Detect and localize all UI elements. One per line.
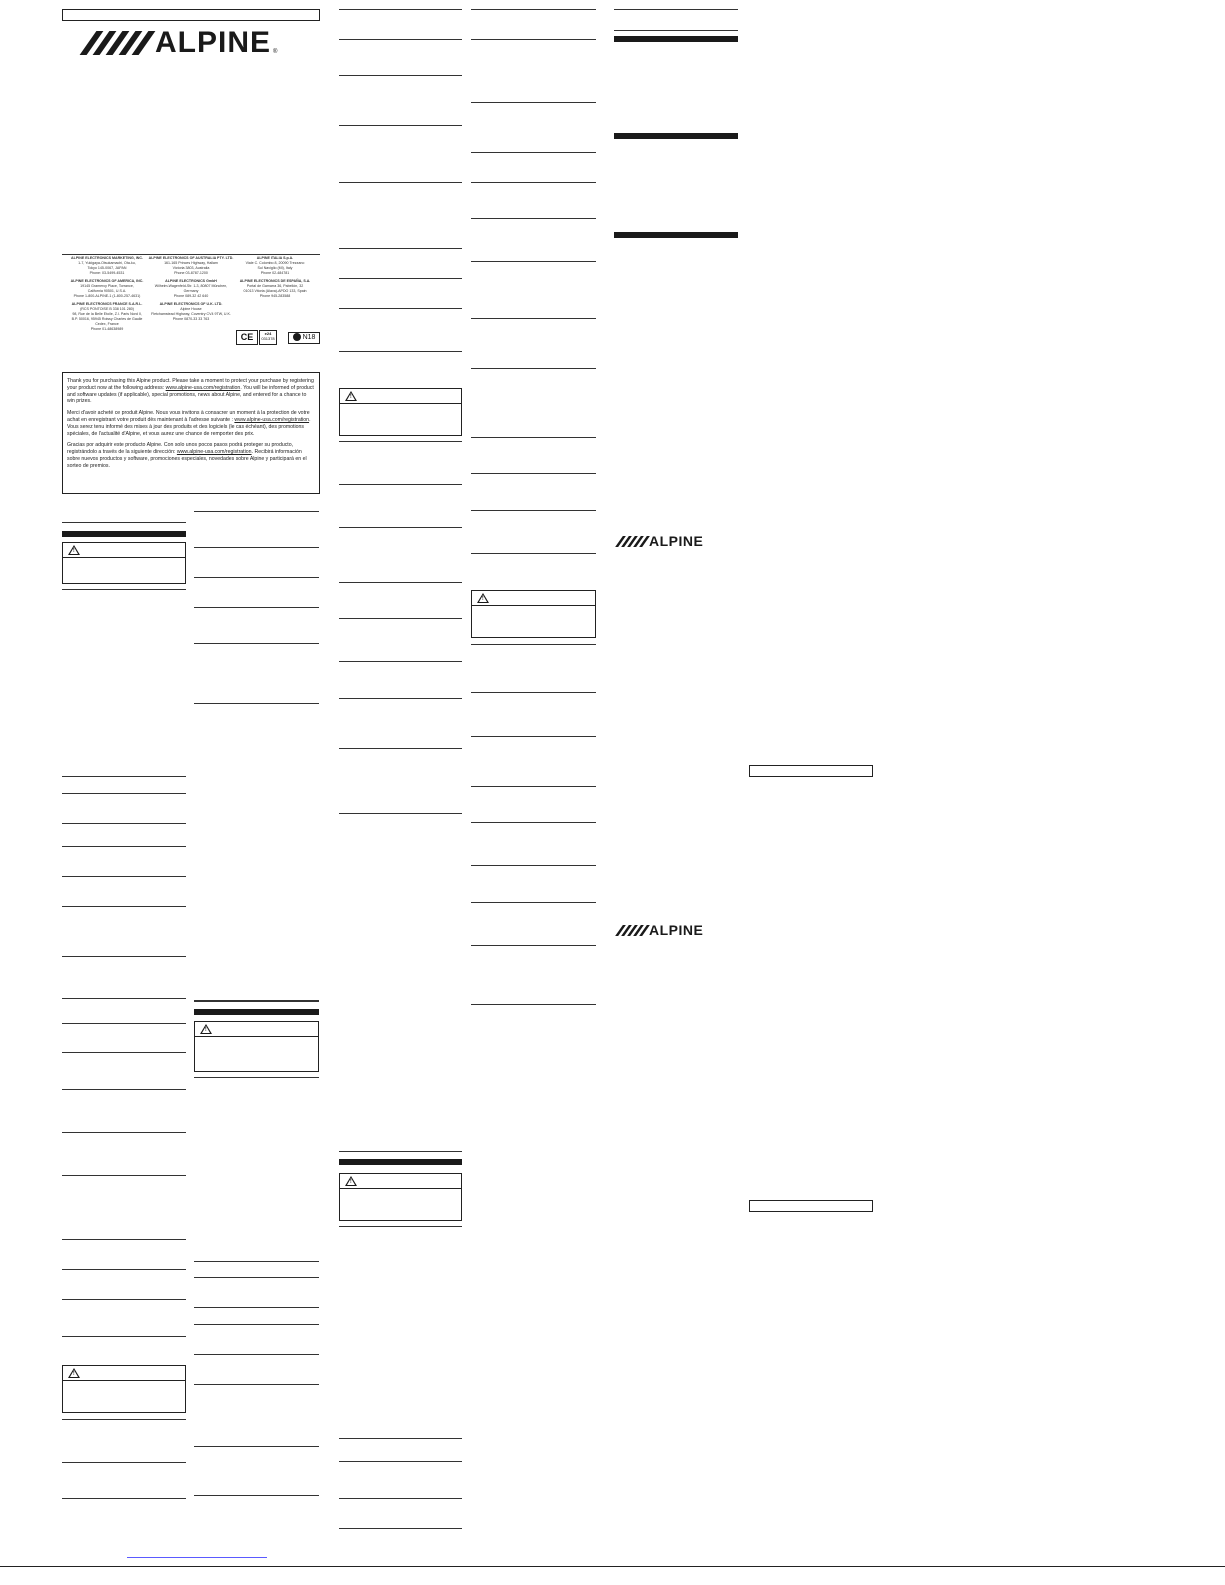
col2-rule — [194, 547, 319, 548]
col3-rule — [339, 308, 462, 309]
e-mark-code: e24 — [264, 331, 272, 336]
col1-rule — [62, 1269, 186, 1270]
col4-rule — [471, 553, 596, 554]
col4-rule — [471, 152, 596, 153]
col4-rule — [471, 945, 596, 946]
col1-rule — [62, 1498, 186, 1499]
logo-slashes — [619, 925, 649, 936]
col4-rule — [471, 218, 596, 219]
col2-rule — [194, 1384, 319, 1385]
col5-rule — [614, 9, 738, 10]
col2-rule — [194, 1307, 319, 1308]
col3-rule — [339, 441, 462, 442]
warning-icon: ! — [345, 1176, 357, 1186]
col2-rule — [194, 1277, 319, 1278]
registration-french: Merci d'avoir acheté ce produit Alpine. Nous vous invitons à consacrer un moment à la protection de votre achat en enregistrant votre produit dès maintenant à l'adresse suivante : www.alpine-usa.com/registration. Vous serez tenu informé des mises à jour des produits et des logiciels (le cas échéant), des promotions spéciales, de l'actualité d'Alpine, et vous aurez une chance de remporter des prix. — [67, 410, 311, 437]
col4-rule — [471, 736, 596, 737]
col3-rule — [339, 351, 462, 352]
col4-rule — [471, 902, 596, 903]
logo-slashes — [88, 31, 153, 55]
col3-rule — [339, 248, 462, 249]
col4-rule — [471, 318, 596, 319]
col3-rule — [339, 1226, 462, 1227]
alpine-logo-small — [619, 533, 704, 549]
warning-icon: ! — [345, 391, 357, 401]
col4-rule — [471, 473, 596, 474]
col3-section-bar — [339, 1159, 462, 1165]
col3-rule — [339, 1528, 462, 1529]
col3-rule — [339, 698, 462, 699]
col2-rule — [194, 511, 319, 512]
serial-number-box — [749, 1200, 873, 1212]
address-america: ALPINE ELECTRONICS OF AMERICA, INC. 19145 Gramercy Place, Torrance, California 90501, U.S.A. Phone 1-800-ALPINE-1 (1-800-257-4631) — [70, 279, 144, 298]
footer-link-underline[interactable] — [127, 1557, 267, 1558]
col4-rule — [471, 822, 596, 823]
col1-rule — [62, 1299, 186, 1300]
logo-slashes — [619, 536, 649, 547]
address-japan: ALPINE ELECTRONICS MARKETING, INC. 1-7, Yukigaya-Otsukamachi, Ota-ku, Tokyo 145-0067, JAPAN Phone: 03-5499-4531 — [71, 256, 143, 275]
alpine-logo — [88, 26, 278, 59]
registration-english: Thank you for purchasing this Alpine product. Please take a moment to protect your purchase by registering your product now at the following address: www.alpine-usa.com/registration. You will be informed of product and software updates (if applicable), special promotions, news about Alpine, and entered for a chance to win prizes. — [67, 378, 314, 405]
col3-rule — [339, 527, 462, 528]
col2-rule — [194, 1077, 319, 1078]
col1-rule — [62, 1052, 186, 1053]
col2-rule — [194, 607, 319, 608]
col1-warning-box-1 — [62, 542, 186, 584]
warning-icon: ! — [477, 593, 489, 603]
address-italy: ALPINE ITALIA S.p.A. Viale C. Colombo 8, 20090 Trezzano Sul Naviglio (MI), Italy Phone 02-484781 — [245, 256, 305, 275]
col1-rule — [62, 1462, 186, 1463]
logo-wordmark: ALPINE — [649, 922, 704, 938]
registration-notice — [62, 372, 320, 494]
col3-rule — [339, 813, 462, 814]
col2-rule — [194, 577, 319, 578]
col1-rule — [62, 1336, 186, 1337]
col2-rule — [194, 1446, 319, 1447]
col3-rule — [339, 39, 462, 40]
col2-rule — [194, 1000, 319, 1002]
col1-rule — [62, 776, 186, 777]
col5-section-bar — [614, 36, 738, 42]
address-uk: ALPINE ELECTRONICS OF U.K. LTD. Alpine House Fletchamstead Highway, Coventry CV4 9TW, U.K. Phone 0870-33 33 763 — [151, 302, 231, 321]
col2-section-bar — [194, 1009, 319, 1015]
col1-rule — [62, 876, 186, 877]
col1-rule — [62, 846, 186, 847]
warning-icon: ! — [200, 1024, 212, 1034]
col3-rule — [339, 9, 462, 10]
col2-rule — [194, 1495, 319, 1496]
col3-rule — [339, 75, 462, 76]
model-number-box — [62, 9, 320, 21]
col3-rule — [339, 1498, 462, 1499]
address-column-1 — [62, 256, 152, 335]
ce-mark: CE — [236, 330, 258, 345]
col3-rule — [339, 1438, 462, 1439]
address-spain: ALPINE ELECTRONICS DE ESPAÑA, S.A. Portal de Gamarra 36, Pabellón, 32 01013 Vitoria (Alava)-APDO 133, Spain Phone 945-283588 — [239, 279, 311, 298]
col4-rule — [471, 261, 596, 262]
col4-rule — [471, 865, 596, 866]
col1-warning-box-2 — [62, 1365, 186, 1413]
alpine-logo-small — [619, 922, 704, 938]
registration-link-en[interactable]: www.alpine-usa.com/registration — [165, 384, 241, 391]
col3-rule — [339, 125, 462, 126]
col4-rule — [471, 39, 596, 40]
address-australia: ALPINE ELECTRONICS OF AUSTRALIA PTY. LTD. 161-165 Princes Highway, Hallam Victoria 3803, Australia Phone 03-8787-1200 — [148, 256, 234, 275]
n18-mark — [288, 332, 320, 344]
col3-rule — [339, 618, 462, 619]
serial-number-box — [749, 765, 873, 777]
col2-warning-box — [194, 1021, 319, 1072]
col1-rule — [62, 1023, 186, 1024]
col5-section-bar — [614, 232, 738, 238]
col4-rule — [471, 368, 596, 369]
col1-rule — [62, 1239, 186, 1240]
col3-rule — [339, 661, 462, 662]
logo-wordmark: ALPINE — [155, 26, 272, 59]
col4-rule — [471, 786, 596, 787]
address-france: ALPINE ELECTRONICS FRANCE S.A.R.L. (RCS PONTOISE B 338 101 280) 98, Rue de la Belle Etoile, Z.I. Paris Nord Il, B.P. 50016, 95945 Roissy Charles de Gaulle Cedex, France Phone 01-48638989 — [71, 302, 143, 331]
col3-rule — [339, 182, 462, 183]
col4-rule — [471, 9, 596, 10]
logo-wordmark: ALPINE — [649, 533, 704, 549]
col1-rule — [62, 522, 186, 523]
address-column-2 — [146, 256, 236, 325]
col3-rule — [339, 1461, 462, 1462]
col1-section-bar — [62, 531, 186, 537]
col1-rule — [62, 793, 186, 794]
address-germany: ALPINE ELECTRONICS GmbH Wilhelm-Wagenfeld-Str. 1-3, 80807 München, Germany Phone 089-32 42 640 — [154, 279, 228, 298]
col2-rule — [194, 1324, 319, 1325]
logo-registered-mark: ® — [273, 49, 278, 55]
col1-rule — [62, 956, 186, 957]
warning-icon: ! — [68, 1368, 80, 1378]
e-mark-number: 031378 — [261, 336, 275, 341]
col3-rule — [339, 1151, 462, 1152]
warning-icon: ! — [68, 545, 80, 555]
address-divider — [62, 254, 320, 255]
registration-link-es[interactable]: www.alpine-usa.com/registration — [176, 449, 252, 456]
compliance-dot-icon — [293, 333, 301, 341]
col4-rule — [471, 182, 596, 183]
col3-rule — [339, 582, 462, 583]
col1-rule — [62, 1419, 186, 1420]
address-column-3 — [230, 256, 320, 302]
col5-rule — [614, 30, 738, 31]
col1-rule — [62, 1175, 186, 1176]
col2-rule — [194, 703, 319, 704]
col4-rule — [471, 102, 596, 103]
col3-rule — [339, 278, 462, 279]
col2-rule — [194, 643, 319, 644]
col4-rule — [471, 437, 596, 438]
registration-link-fr[interactable]: www.alpine-usa.com/registration — [234, 416, 310, 423]
e-mark — [259, 330, 277, 345]
col5-section-bar — [614, 133, 738, 139]
col1-rule — [62, 998, 186, 999]
col3-rule — [339, 484, 462, 485]
col1-rule — [62, 589, 186, 590]
col4-warning-box — [471, 590, 596, 638]
col4-rule — [471, 692, 596, 693]
col1-rule — [62, 823, 186, 824]
col3-warning-box-2 — [339, 1173, 462, 1221]
col4-rule — [471, 644, 596, 645]
page-bottom-rule — [0, 1566, 1225, 1567]
col2-rule — [194, 1261, 319, 1262]
col3-rule — [339, 748, 462, 749]
registration-spanish: Gracias por adquirir este producto Alpine. Con solo unos pocos pasos podrá proteger su producto, registrándolo a través de la siguiente dirección: www.alpine-usa.com/registration. Recibirá información sobre nuevos productos y software, promociones especiales, novedades sobre Alpine y participará en el sorteo de premios. — [67, 442, 307, 469]
n18-label: N18 — [302, 334, 316, 341]
col1-rule — [62, 1132, 186, 1133]
col2-rule — [194, 1354, 319, 1355]
col1-rule — [62, 1089, 186, 1090]
col3-warning-box-1 — [339, 388, 462, 436]
col1-rule — [62, 906, 186, 907]
col4-rule — [471, 1004, 596, 1005]
col4-rule — [471, 510, 596, 511]
